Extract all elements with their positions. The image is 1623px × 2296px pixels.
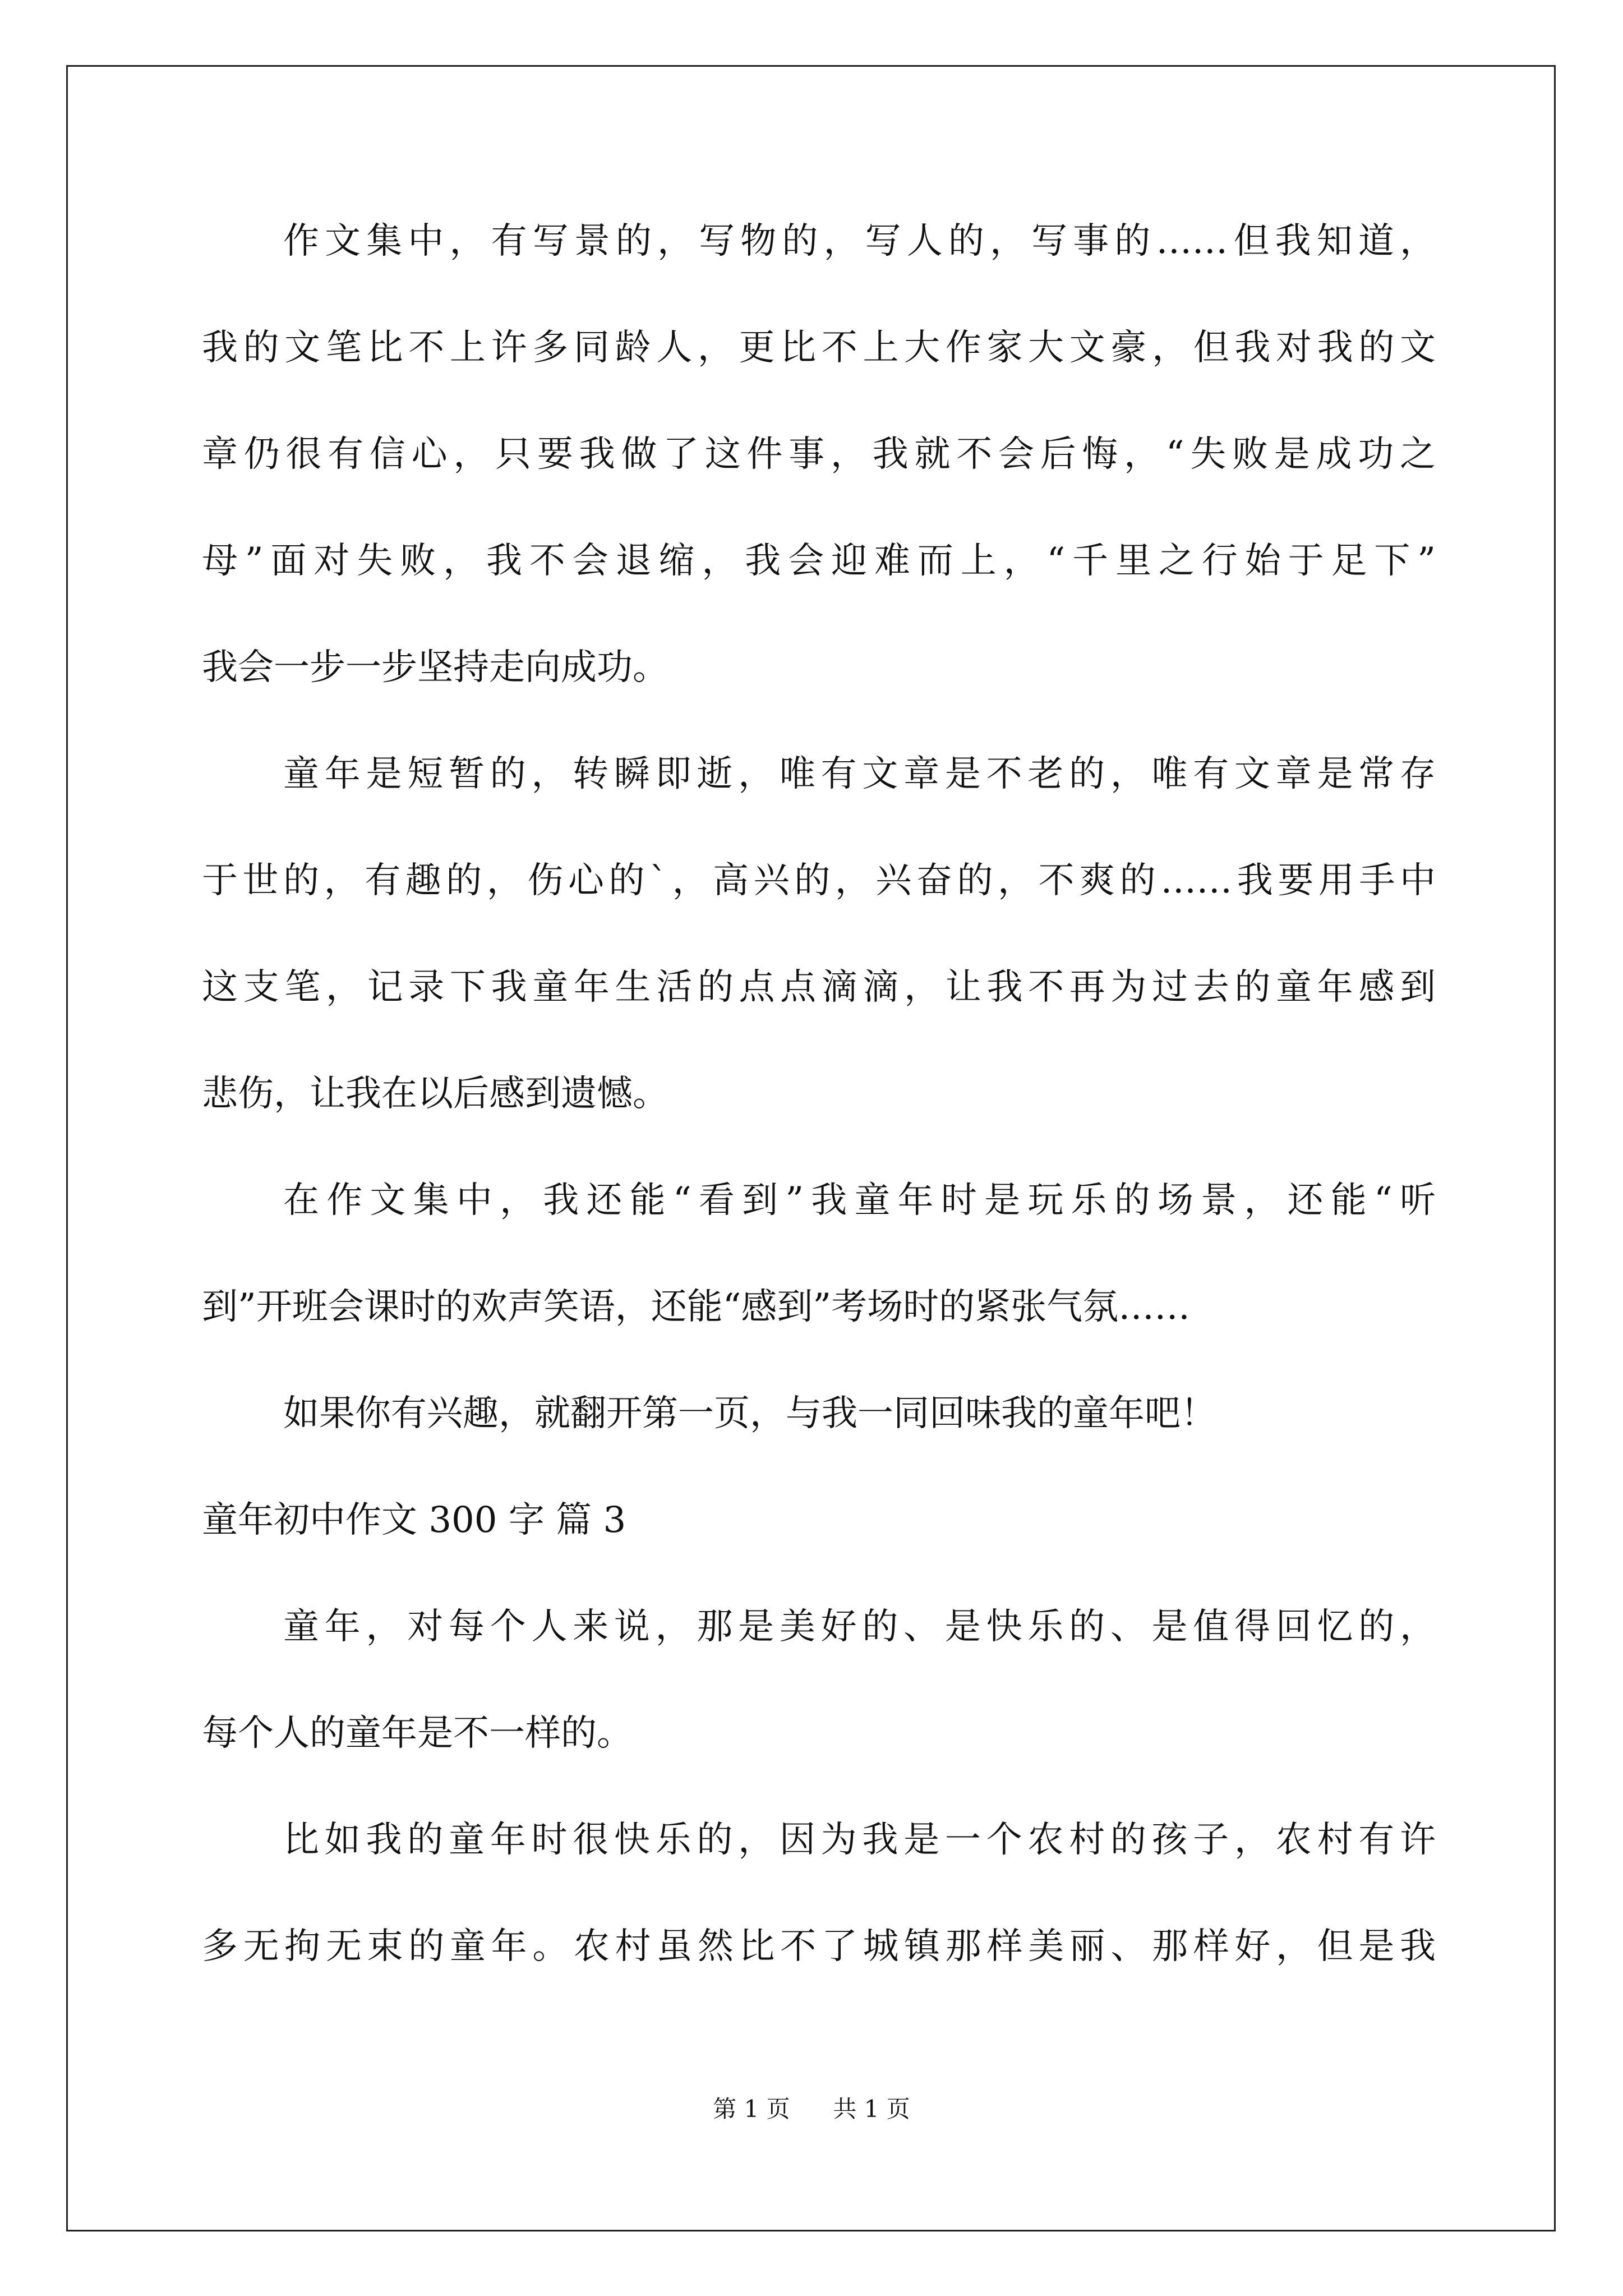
page-border [66, 65, 1556, 2231]
paragraph-1-line-2: 我的文笔比不上许多同龄人，更比不上大作家大文豪，但我对我的文 [202, 327, 1436, 369]
paragraph-3-line-2: 到”开班会课时的欢声笑语，还能“感到”考场时的紧张气氛…… [202, 1286, 1191, 1328]
section-heading: 童年初中作文 300 字 篇 3 [202, 1499, 626, 1541]
paragraph-2-line-1: 童年是短暂的，转瞬即逝，唯有文章是不老的，唯有文章是常存 [283, 753, 1436, 795]
paragraph-1-line-1: 作文集中，有写景的，写物的，写人的，写事的……但我知道， [283, 220, 1436, 262]
paragraph-1-line-4: 母”面对失败，我不会退缩，我会迎难而上，“千里之行始于足下” [202, 540, 1436, 582]
page-number-current: 第 1 页 [713, 2095, 790, 2123]
page-number-total: 共 1 页 [833, 2095, 910, 2123]
paragraph-1-line-3: 章仍很有信心，只要我做了这件事，我就不会后悔，“失败是成功之 [202, 434, 1436, 475]
paragraph-4-line-1: 如果你有兴趣，就翻开第一页，与我一同回味我的童年吧！ [283, 1393, 1216, 1434]
paragraph-6-line-2: 多无拘无束的童年。农村虽然比不了城镇那样美丽、那样好，但是我 [202, 1926, 1436, 1967]
paragraph-5-line-2: 每个人的童年是不一样的。 [202, 1713, 633, 1754]
page-footer [0, 2095, 1623, 2123]
paragraph-2-line-3: 这支笔，记录下我童年生活的点点滴滴，让我不再为过去的童年感到 [202, 967, 1436, 1008]
paragraph-3-line-1: 在作文集中，我还能“看到”我童年时是玩乐的场景，还能“听 [283, 1180, 1436, 1221]
paragraph-6-line-1: 比如我的童年时很快乐的，因为我是一个农村的孩子，农村有许 [283, 1819, 1436, 1861]
paragraph-1-line-5: 我会一步一步坚持走向成功。 [202, 647, 668, 688]
paragraph-2-line-2: 于世的，有趣的，伤心的`，高兴的，兴奋的，不爽的……我要用手中 [202, 860, 1436, 901]
paragraph-5-line-1: 童年，对每个人来说，那是美好的、是快乐的、是值得回忆的， [283, 1606, 1436, 1648]
paragraph-2-line-4: 悲伤，让我在以后感到遗憾。 [202, 1073, 668, 1115]
